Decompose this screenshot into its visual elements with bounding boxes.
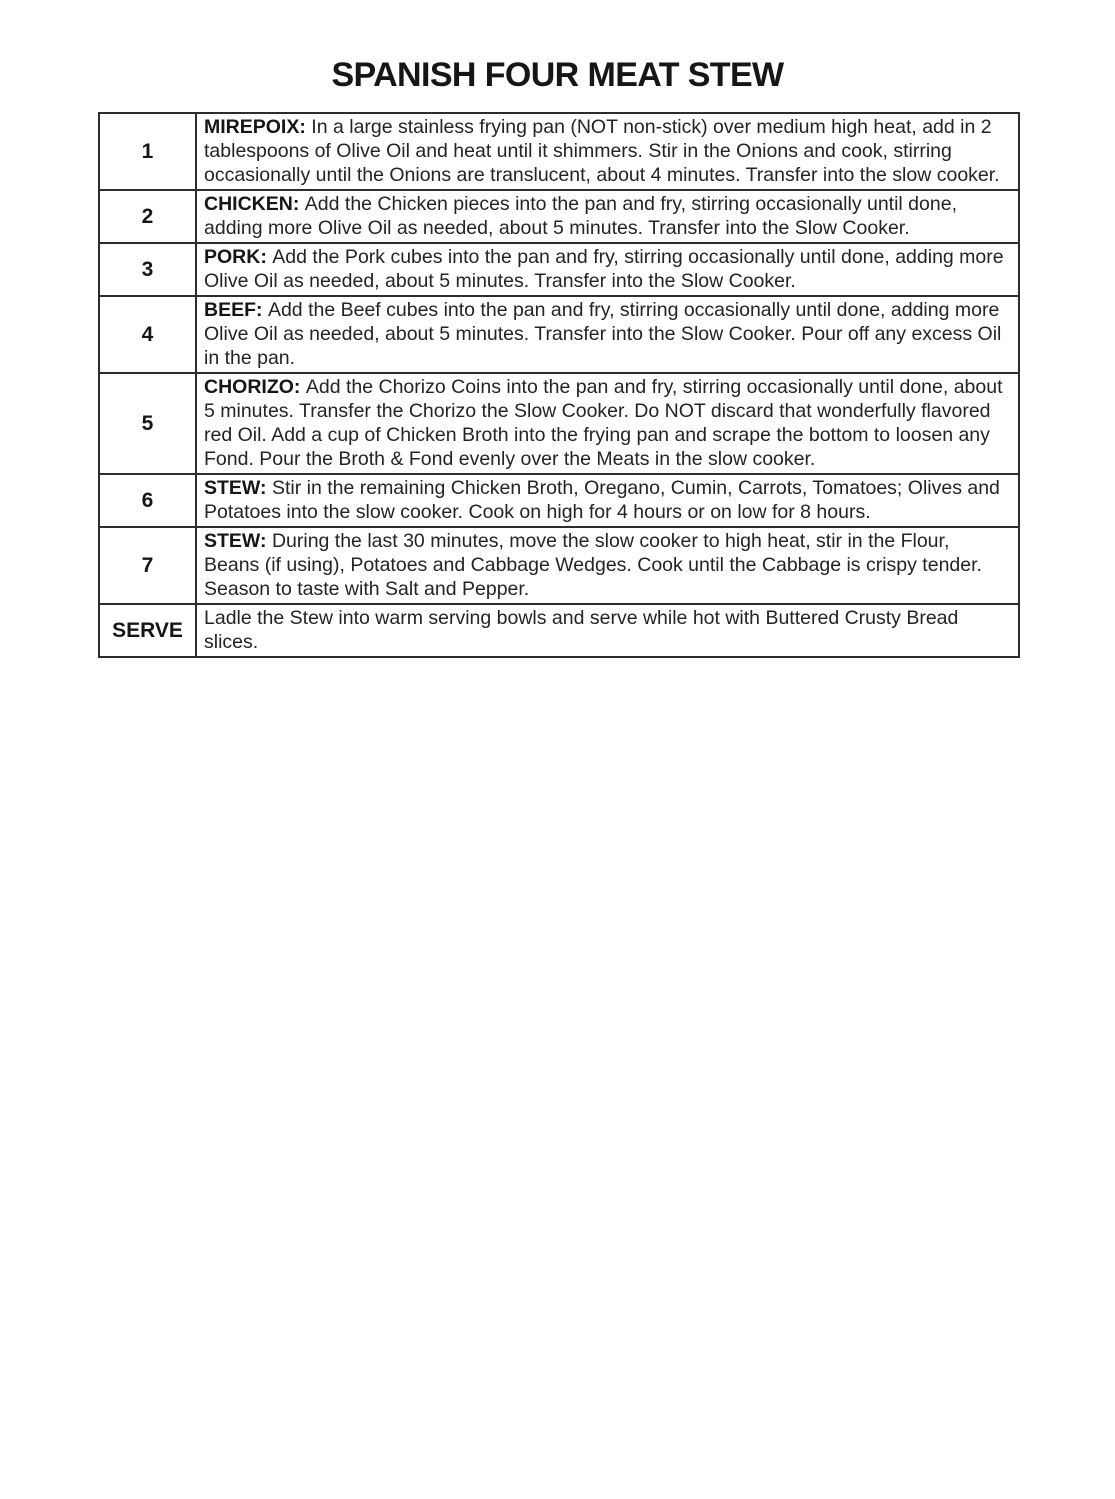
table-row	[100, 242, 1018, 295]
step-text: Ladle the Stew into warm serving bowls and serve while hot with Buttered Crusty Bread slices.	[204, 607, 959, 653]
table-row	[100, 603, 1018, 656]
step-text: Add the Chicken pieces into the pan and fry, stirring occasionally until done, adding more Olive Oil as needed, about 5 minutes. Transfer into the Slow Cooker.	[204, 193, 957, 239]
document-page	[0, 55, 1115, 1499]
step-number-cell	[100, 475, 197, 526]
table-row	[100, 473, 1018, 526]
step-label: STEW:	[204, 477, 267, 499]
step-instruction-cell	[197, 528, 1018, 603]
step-text: Stir in the remaining Chicken Broth, Oregano, Cumin, Carrots, Tomatoes; Olives and Potatoes into the slow cooker. Cook on high for 4 hours or on low for 8 hours.	[204, 477, 1000, 523]
table-row	[100, 295, 1018, 372]
step-number: SERVE	[112, 618, 183, 642]
steps-table	[98, 112, 1020, 658]
step-number: 2	[141, 204, 154, 228]
step-label: BEEF:	[204, 299, 263, 321]
step-number-cell	[100, 297, 197, 372]
table-row	[100, 189, 1018, 242]
table-row	[100, 526, 1018, 603]
page-title: SPANISH FOUR MEAT STEW	[331, 56, 784, 94]
step-instruction-cell	[197, 114, 1018, 189]
step-text: Add the Pork cubes into the pan and fry, stirring occasionally until done, adding more Olive Oil as needed, about 5 minutes. Transfer into the Slow Cooker.	[204, 246, 1004, 292]
step-number: 4	[141, 322, 154, 346]
step-text: During the last 30 minutes, move the slow cooker to high heat, stir in the Flour, Beans (if using), Potatoes and Cabbage Wedges. Cook until the Cabbage is crispy tender. Season to taste with Salt and Pepper.	[204, 530, 982, 600]
step-instruction-cell	[197, 297, 1018, 372]
step-instruction-cell	[197, 191, 1018, 242]
step-instruction-cell	[197, 605, 1018, 656]
step-number-cell	[100, 244, 197, 295]
recipe-document	[0, 55, 1115, 1499]
step-instruction-cell	[197, 244, 1018, 295]
step-text: In a large stainless frying pan (NOT non-stick) over medium high heat, add in 2 tablespoons of Olive Oil and heat until it shimmers. Stir in the Onions and cook, stirring occasionally until the Onions are translucent, about 4 minutes. Transfer into the slow cooker.	[204, 116, 1000, 186]
table-row	[100, 114, 1018, 189]
step-text: Add the Chorizo Coins into the pan and fry, stirring occasionally until done, about 5 minutes. Transfer the Chorizo the Slow Cooker. Do NOT discard that wonderfully flavored red Oil. Add a cup of Chicken Broth into the frying pan and scrape the bottom to loosen any Fond. Pour the Broth & Fond evenly over the Meats in the slow cooker.	[204, 376, 1003, 470]
step-number-cell	[100, 374, 197, 473]
step-number-cell	[100, 528, 197, 603]
step-label: MIREPOIX:	[204, 116, 306, 138]
step-label: STEW:	[204, 530, 267, 552]
step-number: 1	[141, 139, 154, 163]
step-number: 5	[141, 411, 154, 435]
step-number-cell	[100, 114, 197, 189]
step-number-cell	[100, 191, 197, 242]
step-label: CHORIZO:	[204, 376, 301, 398]
step-number: 7	[141, 553, 154, 577]
step-number-cell	[100, 605, 197, 656]
table-row	[100, 372, 1018, 473]
step-text: Add the Beef cubes into the pan and fry, stirring occasionally until done, adding more Olive Oil as needed, about 5 minutes. Transfer into the Slow Cooker. Pour off any excess Oil in the pan.	[204, 299, 1002, 369]
step-instruction-cell	[197, 374, 1018, 473]
step-number: 6	[141, 488, 154, 512]
step-number: 3	[141, 257, 154, 281]
step-label: CHICKEN:	[204, 193, 300, 215]
step-instruction-cell	[197, 475, 1018, 526]
step-label: PORK:	[204, 246, 267, 268]
